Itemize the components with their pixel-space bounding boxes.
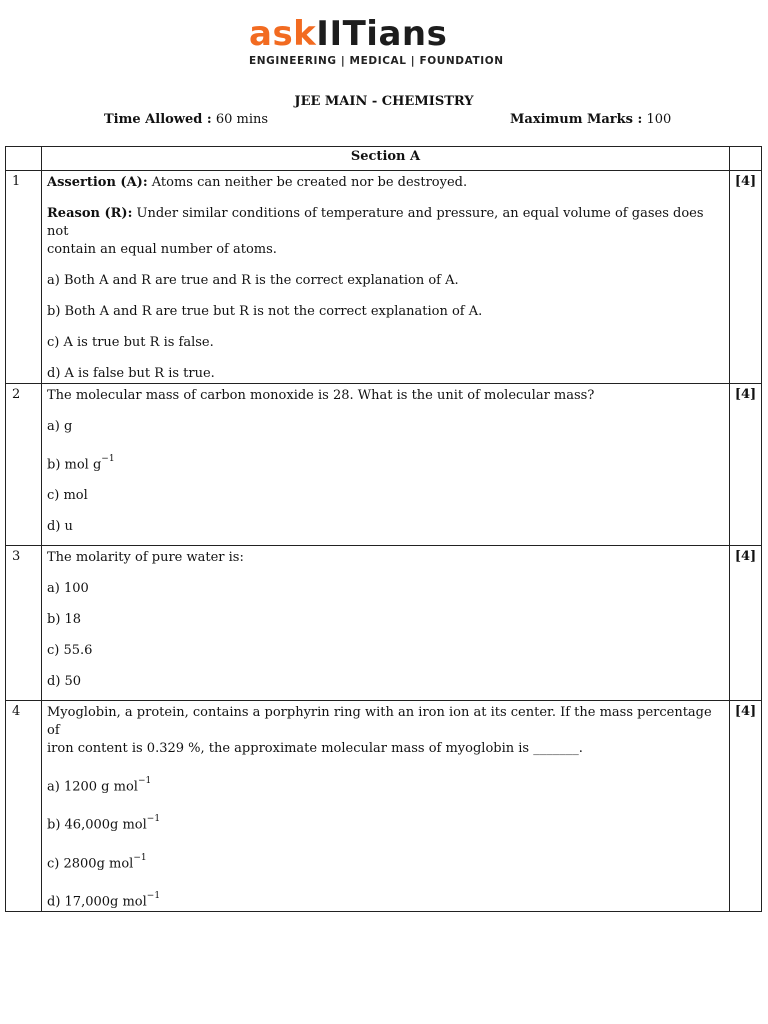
question-number: 2 bbox=[6, 384, 42, 546]
option-c: c) 55.6 bbox=[47, 643, 93, 658]
option-d: d) u bbox=[47, 519, 73, 535]
option-c: c) 2800g mol$^{-1}$ bbox=[47, 852, 147, 871]
option-c: c) mol bbox=[47, 488, 88, 504]
question-row-1 bbox=[6, 171, 762, 384]
question-text: The molecular mass of carbon monoxide is 28. What is the unit of molecular mass? bbox=[47, 388, 595, 403]
time-allowed: Time Allowed : 60 mins bbox=[104, 112, 269, 127]
question-text: The molarity of pure water is: bbox=[47, 550, 244, 565]
question-text-continued: iron content is 0.329 %, the approximate molecular mass of myoglobin is _______. bbox=[47, 741, 583, 756]
question-marks: [4] bbox=[730, 384, 762, 546]
question-number: 1 bbox=[6, 171, 42, 384]
question-body bbox=[42, 701, 730, 912]
question-number: 3 bbox=[6, 546, 42, 701]
question-body bbox=[42, 171, 730, 384]
option-a: a) 100 bbox=[47, 581, 89, 596]
question-marks: [4] bbox=[730, 546, 762, 701]
exam-title: JEE MAIN - CHEMISTRY bbox=[294, 94, 474, 109]
logo-tagline: ENGINEERING | MEDICAL | FOUNDATION bbox=[249, 55, 504, 67]
question-marks: [4] bbox=[730, 701, 762, 912]
option-a: a) 1200 g mol$^{-1}$ bbox=[47, 776, 152, 795]
option-d: d) 17,000g mol$^{-1}$ bbox=[47, 890, 161, 910]
question-row-2 bbox=[6, 384, 762, 546]
question-row-4 bbox=[6, 701, 762, 912]
logo-wordmark: askIITians bbox=[249, 14, 448, 54]
askiitians-logo bbox=[249, 14, 539, 72]
question-body bbox=[42, 384, 730, 546]
question-table bbox=[5, 146, 762, 912]
option-d: d) 50 bbox=[47, 674, 82, 689]
option-b: b) 18 bbox=[47, 612, 82, 627]
question-number: 4 bbox=[6, 701, 42, 912]
reason-continued: contain an equal number of atoms. bbox=[47, 242, 277, 257]
option-b: b) 46,000g mol$^{-1}$ bbox=[47, 814, 161, 833]
section-title: Section A bbox=[42, 147, 730, 171]
option-a: a) Both A and R are true and R is the correct explanation of A. bbox=[47, 273, 459, 288]
option-b: b) mol $g^{-1}$ bbox=[47, 454, 115, 473]
section-row bbox=[6, 147, 762, 171]
question-body bbox=[42, 546, 730, 701]
assertion: Assertion (A): Atoms can neither be created nor be destroyed. bbox=[47, 175, 468, 190]
maximum-marks: Maximum Marks : 100 bbox=[510, 112, 672, 127]
question-row-3 bbox=[6, 546, 762, 701]
option-a: a) g bbox=[47, 419, 73, 434]
option-b: b) Both A and R are true but R is not the correct explanation of A. bbox=[47, 304, 483, 319]
question-marks: [4] bbox=[730, 171, 762, 384]
reason: Reason (R): Under similar conditions of temperature and pressure, an equal volume of gases does not bbox=[47, 206, 704, 239]
option-d: d) A is false but R is true. bbox=[47, 366, 215, 381]
option-c: c) A is true but R is false. bbox=[47, 335, 214, 350]
question-text: Myoglobin, a protein, contains a porphyrin ring with an iron ion at its center. If the mass percentage of bbox=[47, 705, 712, 738]
